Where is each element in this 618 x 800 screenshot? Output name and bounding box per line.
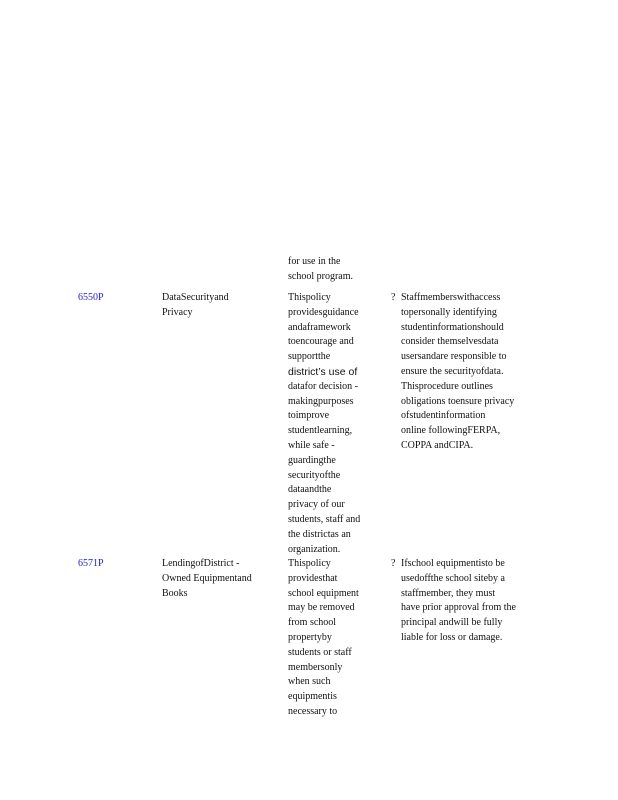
description-line: from school	[288, 617, 337, 629]
description-line: studentlearning,	[288, 425, 353, 437]
description-line: dataandthe	[288, 484, 332, 496]
description-line: while safe -	[288, 439, 335, 451]
description-line: when such	[288, 676, 331, 688]
policy-description-6550p	[288, 291, 360, 557]
description-line: providesguidance	[288, 306, 359, 318]
description-line: may be removed	[288, 602, 355, 614]
description-line: andaframework	[288, 321, 351, 333]
description-line: toencourage and	[288, 336, 354, 348]
procedure-line: liable for loss or damage.	[401, 631, 503, 643]
procedure-line: have prior approval from the	[401, 602, 516, 614]
procedure-line: usedoffthe school siteby a	[401, 572, 505, 584]
bullet-glyph: ?	[391, 558, 396, 569]
description-line: necessary to	[288, 705, 338, 717]
description-line: membersonly	[288, 661, 343, 673]
description-line: equipmentis	[288, 691, 337, 703]
description-line: the districtas an	[288, 528, 351, 540]
procedure-line: staffmember, they must	[401, 587, 496, 599]
title-line: Books	[162, 587, 188, 599]
description-line: district’s use of	[288, 365, 358, 378]
description-line: providesthat	[288, 572, 338, 584]
procedure-line: studentinformationshould	[401, 321, 504, 333]
procedure-line: usersandare responsible to	[401, 351, 507, 363]
procedure-line: Staffmemberswithaccess	[401, 292, 501, 303]
procedure-line: Thisprocedure outlines	[401, 380, 493, 392]
procedure-summary-6571p	[401, 557, 516, 646]
description-line: datafor decision -	[288, 380, 358, 392]
procedure-line: COPPA andCIPA.	[401, 439, 474, 451]
description-line: makingpurposes	[288, 395, 354, 407]
policy-title-6571p	[162, 557, 252, 601]
description-line: Thispolicy	[288, 292, 331, 303]
description-line: guardingthe	[288, 454, 336, 466]
policy-code-6550p: 6550P	[78, 292, 104, 303]
description-line: securityofthe	[288, 469, 341, 481]
description-line: supportthe	[288, 351, 331, 363]
title-line: DataSecurityand	[162, 292, 229, 303]
title-line: LendingofDistrict -	[162, 558, 240, 569]
procedure-line: topersonally identifying	[401, 306, 497, 318]
title-line: Privacy	[162, 306, 193, 318]
description-line: organization.	[288, 543, 341, 555]
description-line: for use in the	[288, 256, 341, 267]
procedure-line: consider themselvesdata	[401, 336, 499, 348]
procedure-line: online followingFERPA,	[401, 425, 501, 437]
title-line: Owned Equipmentand	[162, 572, 252, 584]
description-line: Thispolicy	[288, 558, 331, 569]
description-line: toimprove	[288, 410, 330, 422]
procedure-line: principal andwill be fully	[401, 617, 503, 629]
description-line: propertyby	[288, 631, 332, 643]
description-line: students, staff and	[288, 513, 361, 525]
procedure-summary-6550p	[401, 291, 514, 454]
procedure-line: ensure the securityofdata.	[401, 365, 504, 377]
description-line: school program.	[288, 270, 353, 282]
description-line: students or staff	[288, 646, 352, 658]
bullet-glyph: ?	[391, 292, 396, 303]
description-line: school equipment	[288, 587, 359, 599]
policy-title-6550p	[162, 291, 229, 321]
policy-code-6571p: 6571P	[78, 558, 104, 569]
procedure-line: ofstudentinformation	[401, 410, 486, 422]
procedure-line: Ifschool equipmentisto be	[401, 558, 505, 569]
procedure-line: obligations toensure privacy	[401, 395, 515, 407]
policy-description-6571p	[288, 557, 359, 720]
description-line: privacy of our	[288, 499, 345, 511]
continuation-description	[288, 255, 353, 285]
